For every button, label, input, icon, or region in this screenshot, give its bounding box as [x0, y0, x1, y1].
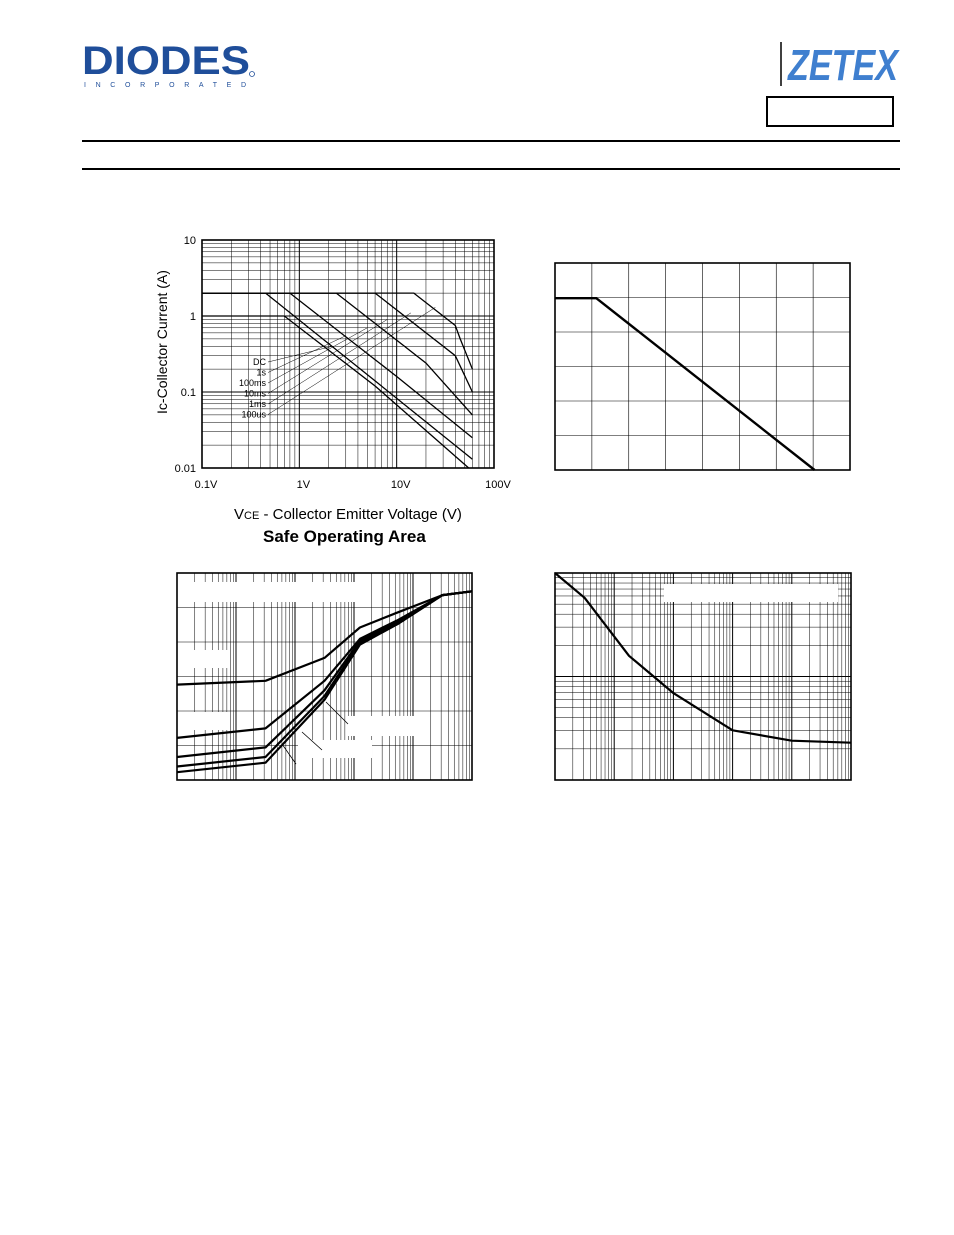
svg-text:DIODES: DIODES [82, 39, 250, 83]
soa-series-line [202, 293, 472, 415]
soa-x-tick-label: 1V [296, 479, 311, 491]
header-rule-top [82, 140, 900, 142]
soa-x-axis-label: VCE - Collector Emitter Voltage (V) [234, 506, 462, 523]
derating-line [555, 298, 815, 470]
label-patch [180, 712, 230, 730]
soa-legend-label: 1s [256, 367, 266, 378]
svg-text:INCORPORATED: INCORPORATED [84, 82, 246, 89]
curve-leader [282, 744, 296, 764]
transient-chart [176, 572, 473, 782]
soa-legend-leader [268, 313, 411, 404]
soa-y-tick-label: 1 [189, 311, 196, 323]
header-rule-bottom [82, 168, 900, 170]
soa-x-tick-label: 10V [390, 479, 411, 491]
soa-panel [150, 228, 530, 553]
soa-legend-label: 100us [241, 409, 266, 420]
soa-series-line [202, 293, 472, 459]
pulse-power-chart [554, 572, 852, 782]
label-patch [348, 716, 426, 736]
label-patch [180, 582, 360, 602]
soa-legend-label: DC [253, 357, 266, 367]
soa-y-tick-label: 0.1 [180, 387, 196, 399]
part-number-box [766, 96, 894, 127]
diodes-logo [82, 40, 262, 92]
soa-chart [150, 228, 530, 498]
soa-legend-label: 10ms [243, 388, 266, 399]
svg-text:ZETEX: ZETEX [786, 41, 901, 90]
soa-x-tick-label: 0.1V [194, 479, 218, 491]
label-patch [298, 740, 372, 758]
soa-y-tick-label: 10 [183, 235, 196, 247]
label-patch [180, 650, 230, 668]
soa-y-axis-label: Ic-Collector Current (A) [154, 270, 170, 414]
soa-legend-label: 100ms [238, 378, 266, 388]
plot-frame [202, 240, 494, 468]
zetex-logo [778, 38, 903, 90]
soa-caption: Safe Operating Area [263, 527, 426, 546]
soa-series-line [202, 293, 472, 369]
soa-x-tick-label: 100V [485, 479, 511, 491]
soa-legend-label: 1ms [248, 399, 266, 409]
soa-legend-leader [268, 319, 387, 393]
soa-legend-leader [268, 328, 367, 383]
soa-y-tick-label: 0.01 [174, 463, 196, 475]
derating-chart [554, 262, 851, 472]
label-patch [664, 584, 838, 602]
